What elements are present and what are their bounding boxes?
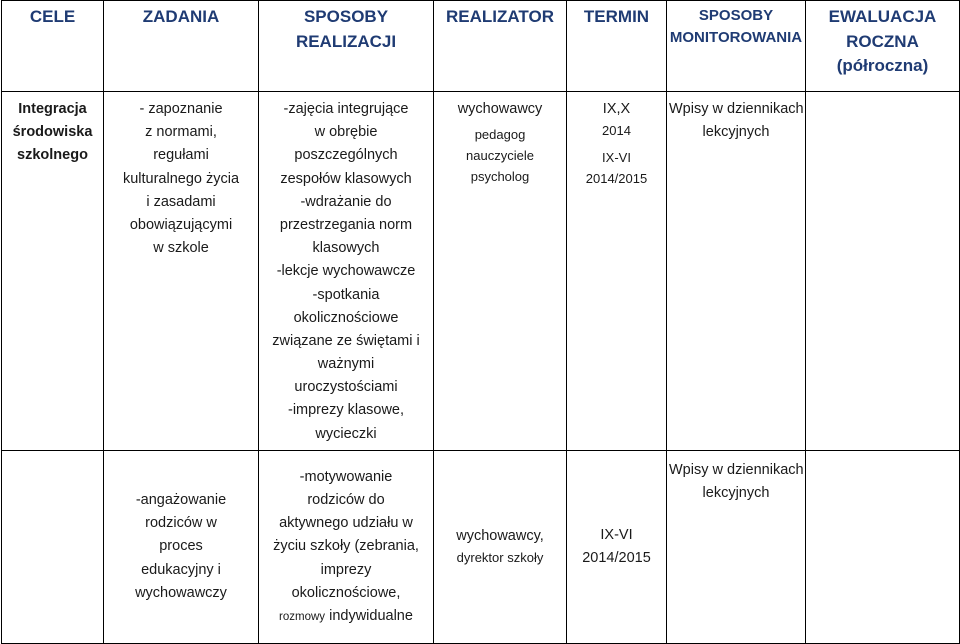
cell-ewaluacja xyxy=(806,92,960,451)
table-row xyxy=(2,92,960,451)
header-realizator: REALIZATOR xyxy=(434,1,567,92)
cell-zadania: -angażowanie rodziców w proces edukacyjny i wychowawczy xyxy=(104,451,259,644)
header-sposoby-realizacji: SPOSOBY REALIZACJI xyxy=(259,1,434,92)
header-termin: TERMIN xyxy=(567,1,667,92)
cell-termin: IX,X 2014 IX-VI 2014/2015 xyxy=(567,92,667,451)
cell-sposoby-realizacji: -zajęcia integrujące w obrębie poszczególnych zespołów klasowych -wdrażanie do przestrzegania norm klasowych -lekcje wychowawcze -spotkania okolicznościowe związane ze świętami i ważnymi uroczystościami -imprezy klasowe, wycieczki xyxy=(259,92,434,451)
cell-monitorowanie: Wpisy w dziennikach lekcyjnych xyxy=(667,92,806,451)
header-ewaluacja: EWALUACJA ROCZNA (półroczna) xyxy=(806,1,960,92)
cell-cel: Integracja środowiska szkolnego xyxy=(2,92,104,451)
header-zadania: ZADANIA xyxy=(104,1,259,92)
cell-monitorowanie: Wpisy w dziennikach lekcyjnych xyxy=(667,451,806,644)
table-row xyxy=(2,451,960,644)
cell-cel xyxy=(2,451,104,644)
header-cele: CELE xyxy=(2,1,104,92)
header-row xyxy=(2,1,960,92)
cell-realizator: wychowawcy, dyrektor szkoły xyxy=(434,451,567,644)
cell-realizator: wychowawcy pedagog nauczyciele psycholog xyxy=(434,92,567,451)
cell-ewaluacja xyxy=(806,451,960,644)
plan-table xyxy=(1,0,960,644)
cell-sposoby-realizacji: -motywowanie rodziców do aktywnego udziału w życiu szkoły (zebrania, imprezy okolicznościowe, rozmowy indywidualne xyxy=(259,451,434,644)
cell-termin: IX-VI 2014/2015 xyxy=(567,451,667,644)
cell-zadania: - zapoznanie z normami, regułami kulturalnego życia i zasadami obowiązującymi w szkole xyxy=(104,92,259,451)
header-sposoby-monitorowania: SPOSOBY MONITOROWANIA xyxy=(667,1,806,92)
